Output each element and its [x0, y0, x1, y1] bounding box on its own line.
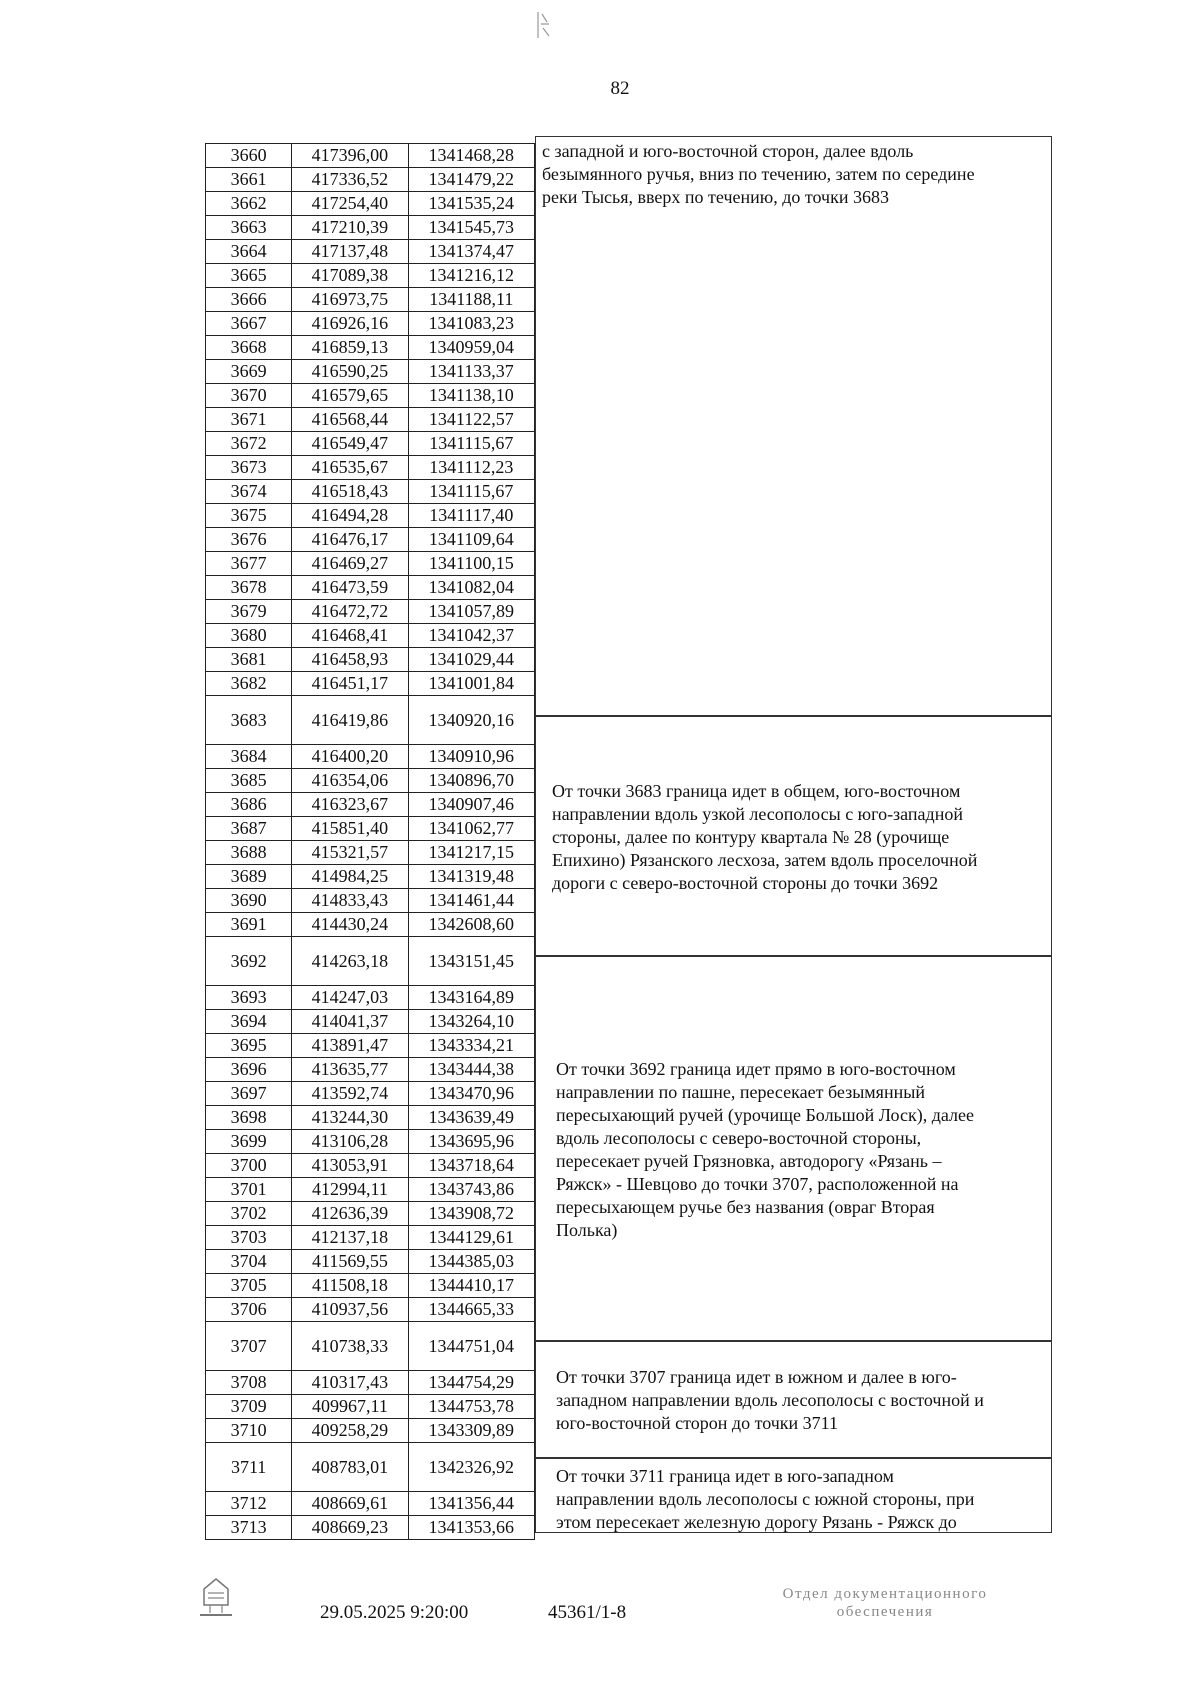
y-coordinate-cell: 1341133,37 — [408, 360, 534, 384]
point-number-cell: 3676 — [206, 528, 292, 552]
x-coordinate-cell: 417336,52 — [292, 168, 408, 192]
x-coordinate-cell: 414833,43 — [292, 889, 408, 913]
y-coordinate-cell: 1341112,23 — [408, 456, 534, 480]
description-box-1 — [535, 136, 1052, 717]
y-coordinate-cell: 1343444,38 — [408, 1058, 534, 1082]
table-row — [206, 528, 535, 552]
x-coordinate-cell: 409967,11 — [292, 1395, 408, 1419]
description-line: юго-восточной сторон до точки 3711 — [556, 1413, 839, 1433]
table-row — [206, 432, 535, 456]
table-row — [206, 240, 535, 264]
table-row — [206, 1298, 535, 1322]
point-number-cell: 3681 — [206, 648, 292, 672]
point-number-cell: 3706 — [206, 1298, 292, 1322]
description-line: стороны, далее по контуру квартала № 28 (урочище — [552, 827, 950, 847]
x-coordinate-cell: 414247,03 — [292, 986, 408, 1010]
description-line: Епихино) Рязанского лесхоза, затем вдоль проселочной — [552, 850, 978, 870]
table-row — [206, 1010, 535, 1034]
point-number-cell: 3713 — [206, 1516, 292, 1540]
point-number-cell: 3690 — [206, 889, 292, 913]
table-row — [206, 1250, 535, 1274]
table-row — [206, 817, 535, 841]
y-coordinate-cell: 1341122,57 — [408, 408, 534, 432]
x-coordinate-cell: 416579,65 — [292, 384, 408, 408]
point-number-cell: 3708 — [206, 1371, 292, 1395]
x-coordinate-cell: 408669,23 — [292, 1516, 408, 1540]
point-number-cell: 3674 — [206, 480, 292, 504]
table-row — [206, 384, 535, 408]
table-row — [206, 600, 535, 624]
coordinates-table — [205, 143, 535, 1540]
point-number-cell: 3671 — [206, 408, 292, 432]
point-number-cell: 3692 — [206, 937, 292, 986]
emblem-icon — [196, 1575, 236, 1620]
y-coordinate-cell: 1344754,29 — [408, 1371, 534, 1395]
x-coordinate-cell: 416472,72 — [292, 600, 408, 624]
point-number-cell: 3682 — [206, 672, 292, 696]
y-coordinate-cell: 1341319,48 — [408, 865, 534, 889]
table-row — [206, 696, 535, 745]
x-coordinate-cell: 410937,56 — [292, 1298, 408, 1322]
x-coordinate-cell: 417396,00 — [292, 144, 408, 168]
y-coordinate-cell: 1342326,92 — [408, 1443, 534, 1492]
point-number-cell: 3677 — [206, 552, 292, 576]
description-line: западном направлении вдоль лесополосы с восточной и — [556, 1390, 984, 1410]
description-line: безымянного ручья, вниз по течению, затем по середине — [542, 164, 975, 184]
point-number-cell: 3672 — [206, 432, 292, 456]
description-text-5 — [556, 1465, 1047, 1534]
point-number-cell: 3668 — [206, 336, 292, 360]
table-row — [206, 360, 535, 384]
y-coordinate-cell: 1341029,44 — [408, 648, 534, 672]
y-coordinate-cell: 1343743,86 — [408, 1178, 534, 1202]
table-row — [206, 1082, 535, 1106]
table-row — [206, 913, 535, 937]
x-coordinate-cell: 416973,75 — [292, 288, 408, 312]
y-coordinate-cell: 1341545,73 — [408, 216, 534, 240]
table-row — [206, 552, 535, 576]
point-number-cell: 3686 — [206, 793, 292, 817]
y-coordinate-cell: 1343470,96 — [408, 1082, 534, 1106]
x-coordinate-cell: 409258,29 — [292, 1419, 408, 1443]
point-number-cell: 3687 — [206, 817, 292, 841]
table-row — [206, 144, 535, 168]
table-row — [206, 648, 535, 672]
table-row — [206, 1178, 535, 1202]
point-number-cell: 3703 — [206, 1226, 292, 1250]
y-coordinate-cell: 1343164,89 — [408, 986, 534, 1010]
y-coordinate-cell: 1341042,37 — [408, 624, 534, 648]
x-coordinate-cell: 416926,16 — [292, 312, 408, 336]
x-coordinate-cell: 414263,18 — [292, 937, 408, 986]
x-coordinate-cell: 415321,57 — [292, 841, 408, 865]
x-coordinate-cell: 416518,43 — [292, 480, 408, 504]
y-coordinate-cell: 1340907,46 — [408, 793, 534, 817]
x-coordinate-cell: 416400,20 — [292, 745, 408, 769]
x-coordinate-cell: 411508,18 — [292, 1274, 408, 1298]
point-number-cell: 3661 — [206, 168, 292, 192]
x-coordinate-cell: 416468,41 — [292, 624, 408, 648]
y-coordinate-cell: 1344751,04 — [408, 1322, 534, 1371]
x-coordinate-cell: 414984,25 — [292, 865, 408, 889]
point-number-cell: 3679 — [206, 600, 292, 624]
table-row — [206, 168, 535, 192]
description-text-1 — [542, 140, 1047, 209]
point-number-cell: 3694 — [206, 1010, 292, 1034]
y-coordinate-cell: 1340959,04 — [408, 336, 534, 360]
table-row — [206, 1058, 535, 1082]
table-row — [206, 1226, 535, 1250]
table-row — [206, 1371, 535, 1395]
y-coordinate-cell: 1344129,61 — [408, 1226, 534, 1250]
description-line: Ряжск» - Шевцово до точки 3707, расположенной на — [556, 1174, 959, 1194]
description-line: Полька) — [556, 1220, 618, 1240]
x-coordinate-cell: 416476,17 — [292, 528, 408, 552]
x-coordinate-cell: 416458,93 — [292, 648, 408, 672]
point-number-cell: 3702 — [206, 1202, 292, 1226]
point-number-cell: 3664 — [206, 240, 292, 264]
table-row — [206, 480, 535, 504]
y-coordinate-cell: 1341138,10 — [408, 384, 534, 408]
y-coordinate-cell: 1341461,44 — [408, 889, 534, 913]
y-coordinate-cell: 1340920,16 — [408, 696, 534, 745]
table-row — [206, 1274, 535, 1298]
y-coordinate-cell: 1343695,96 — [408, 1130, 534, 1154]
x-coordinate-cell: 413592,74 — [292, 1082, 408, 1106]
point-number-cell: 3693 — [206, 986, 292, 1010]
point-number-cell: 3700 — [206, 1154, 292, 1178]
point-number-cell: 3709 — [206, 1395, 292, 1419]
description-text-2 — [552, 780, 1047, 895]
x-coordinate-cell: 416590,25 — [292, 360, 408, 384]
table-row — [206, 937, 535, 986]
point-number-cell: 3704 — [206, 1250, 292, 1274]
point-number-cell: 3680 — [206, 624, 292, 648]
table-row — [206, 576, 535, 600]
x-coordinate-cell: 413244,30 — [292, 1106, 408, 1130]
point-number-cell: 3698 — [206, 1106, 292, 1130]
table-row — [206, 1034, 535, 1058]
footer-stamp — [715, 1585, 1055, 1621]
y-coordinate-cell: 1341535,24 — [408, 192, 534, 216]
x-coordinate-cell: 416859,13 — [292, 336, 408, 360]
y-coordinate-cell: 1343908,72 — [408, 1202, 534, 1226]
x-coordinate-cell: 410317,43 — [292, 1371, 408, 1395]
point-number-cell: 3662 — [206, 192, 292, 216]
x-coordinate-cell: 415851,40 — [292, 817, 408, 841]
x-coordinate-cell: 417254,40 — [292, 192, 408, 216]
table-row — [206, 288, 535, 312]
point-number-cell: 3667 — [206, 312, 292, 336]
y-coordinate-cell: 1341188,11 — [408, 288, 534, 312]
table-row — [206, 1419, 535, 1443]
table-row — [206, 1395, 535, 1419]
table-row — [206, 1322, 535, 1371]
description-line: От точки 3683 граница идет в общем, юго-восточном — [552, 781, 961, 801]
y-coordinate-cell: 1341117,40 — [408, 504, 534, 528]
table-row — [206, 1492, 535, 1516]
description-line: направлении по пашне, пересекает безымянный — [556, 1082, 925, 1102]
x-coordinate-cell: 413891,47 — [292, 1034, 408, 1058]
point-number-cell: 3675 — [206, 504, 292, 528]
footer-date: 29.05.2025 9:20:00 — [320, 1602, 469, 1623]
y-coordinate-cell: 1340896,70 — [408, 769, 534, 793]
table-row — [206, 865, 535, 889]
y-coordinate-cell: 1341083,23 — [408, 312, 534, 336]
x-coordinate-cell: 417137,48 — [292, 240, 408, 264]
x-coordinate-cell: 416494,28 — [292, 504, 408, 528]
point-number-cell: 3697 — [206, 1082, 292, 1106]
table-row — [206, 769, 535, 793]
table-row — [206, 1106, 535, 1130]
point-number-cell: 3689 — [206, 865, 292, 889]
point-number-cell: 3673 — [206, 456, 292, 480]
x-coordinate-cell: 413635,77 — [292, 1058, 408, 1082]
x-coordinate-cell: 417210,39 — [292, 216, 408, 240]
table-row — [206, 1516, 535, 1540]
table-row — [206, 624, 535, 648]
table-row — [206, 1154, 535, 1178]
x-coordinate-cell: 413106,28 — [292, 1130, 408, 1154]
point-number-cell: 3701 — [206, 1178, 292, 1202]
x-coordinate-cell: 416469,27 — [292, 552, 408, 576]
description-line: вдоль лесополосы с северо-восточной стороны, — [556, 1128, 922, 1148]
y-coordinate-cell: 1341479,22 — [408, 168, 534, 192]
description-line: пересыхающем ручье без названия (овраг Вторая — [556, 1197, 935, 1217]
y-coordinate-cell: 1344385,03 — [408, 1250, 534, 1274]
y-coordinate-cell: 1340910,96 — [408, 745, 534, 769]
table-row — [206, 336, 535, 360]
table-row — [206, 456, 535, 480]
y-coordinate-cell: 1341216,12 — [408, 264, 534, 288]
table-row — [206, 1130, 535, 1154]
y-coordinate-cell: 1341062,77 — [408, 817, 534, 841]
table-row — [206, 672, 535, 696]
y-coordinate-cell: 1343151,45 — [408, 937, 534, 986]
point-number-cell: 3678 — [206, 576, 292, 600]
x-coordinate-cell: 416568,44 — [292, 408, 408, 432]
x-coordinate-cell: 416451,17 — [292, 672, 408, 696]
table-row — [206, 1202, 535, 1226]
table-row — [206, 312, 535, 336]
x-coordinate-cell: 417089,38 — [292, 264, 408, 288]
point-number-cell: 3710 — [206, 1419, 292, 1443]
table-row — [206, 889, 535, 913]
y-coordinate-cell: 1341001,84 — [408, 672, 534, 696]
table-row — [206, 216, 535, 240]
scan-mark-icon — [535, 10, 553, 40]
y-coordinate-cell: 1341353,66 — [408, 1516, 534, 1540]
y-coordinate-cell: 1344753,78 — [408, 1395, 534, 1419]
description-line: дороги с северо-восточной стороны до точки 3692 — [552, 873, 939, 893]
y-coordinate-cell: 1343309,89 — [408, 1419, 534, 1443]
point-number-cell: 3684 — [206, 745, 292, 769]
point-number-cell: 3695 — [206, 1034, 292, 1058]
x-coordinate-cell: 408669,61 — [292, 1492, 408, 1516]
y-coordinate-cell: 1343264,10 — [408, 1010, 534, 1034]
x-coordinate-cell: 416535,67 — [292, 456, 408, 480]
y-coordinate-cell: 1341468,28 — [408, 144, 534, 168]
x-coordinate-cell: 414041,37 — [292, 1010, 408, 1034]
point-number-cell: 3712 — [206, 1492, 292, 1516]
x-coordinate-cell: 416323,67 — [292, 793, 408, 817]
description-line: пересекает ручей Грязновка, автодорогу «Рязань – — [556, 1151, 942, 1171]
x-coordinate-cell: 411569,55 — [292, 1250, 408, 1274]
footer-doc-number: 45361/1-8 — [548, 1602, 627, 1623]
table-row — [206, 841, 535, 865]
description-text-4 — [556, 1366, 1047, 1435]
table-row — [206, 264, 535, 288]
x-coordinate-cell: 412636,39 — [292, 1202, 408, 1226]
y-coordinate-cell: 1341115,67 — [408, 432, 534, 456]
table-row — [206, 504, 535, 528]
stamp-line-1: Отдел документационного — [782, 1586, 988, 1602]
point-number-cell: 3685 — [206, 769, 292, 793]
x-coordinate-cell: 408783,01 — [292, 1443, 408, 1492]
x-coordinate-cell: 413053,91 — [292, 1154, 408, 1178]
y-coordinate-cell: 1343639,49 — [408, 1106, 534, 1130]
description-line: От точки 3711 граница идет в юго-западном — [556, 1466, 894, 1486]
y-coordinate-cell: 1341082,04 — [408, 576, 534, 600]
table-row — [206, 408, 535, 432]
y-coordinate-cell: 1344410,17 — [408, 1274, 534, 1298]
description-line: с западной и юго-восточной сторон, далее вдоль — [542, 141, 914, 161]
table-row — [206, 1443, 535, 1492]
point-number-cell: 3699 — [206, 1130, 292, 1154]
description-line: пересыхающий ручей (урочище Большой Лоск), далее — [556, 1105, 974, 1125]
point-number-cell: 3665 — [206, 264, 292, 288]
description-line: этом пересекает железную дорогу Рязань - Ряжск до — [556, 1512, 957, 1532]
y-coordinate-cell: 1341217,15 — [408, 841, 534, 865]
point-number-cell: 3669 — [206, 360, 292, 384]
point-number-cell: 3691 — [206, 913, 292, 937]
point-number-cell: 3660 — [206, 144, 292, 168]
description-line: направлении вдоль узкой лесополосы с юго-западной — [552, 804, 963, 824]
point-number-cell: 3670 — [206, 384, 292, 408]
x-coordinate-cell: 412137,18 — [292, 1226, 408, 1250]
y-coordinate-cell: 1343334,21 — [408, 1034, 534, 1058]
x-coordinate-cell: 410738,33 — [292, 1322, 408, 1371]
y-coordinate-cell: 1342608,60 — [408, 913, 534, 937]
description-line: реки Тысья, вверх по течению, до точки 3683 — [542, 187, 889, 207]
point-number-cell: 3705 — [206, 1274, 292, 1298]
stamp-line-2: обеспечения — [836, 1604, 934, 1620]
y-coordinate-cell: 1341115,67 — [408, 480, 534, 504]
x-coordinate-cell: 416419,86 — [292, 696, 408, 745]
table-row — [206, 986, 535, 1010]
y-coordinate-cell: 1344665,33 — [408, 1298, 534, 1322]
x-coordinate-cell: 416354,06 — [292, 769, 408, 793]
x-coordinate-cell: 412994,11 — [292, 1178, 408, 1202]
table-row — [206, 745, 535, 769]
point-number-cell: 3707 — [206, 1322, 292, 1371]
x-coordinate-cell: 416473,59 — [292, 576, 408, 600]
y-coordinate-cell: 1341057,89 — [408, 600, 534, 624]
y-coordinate-cell: 1341374,47 — [408, 240, 534, 264]
table-row — [206, 192, 535, 216]
page-number: 82 — [610, 78, 630, 99]
description-line: От точки 3707 граница идет в южном и далее в юго- — [556, 1367, 957, 1387]
point-number-cell: 3696 — [206, 1058, 292, 1082]
point-number-cell: 3683 — [206, 696, 292, 745]
description-line: направлении вдоль лесополосы с южной стороны, при — [556, 1489, 975, 1509]
description-line: От точки 3692 граница идет прямо в юго-восточном — [556, 1059, 956, 1079]
table-row — [206, 793, 535, 817]
y-coordinate-cell: 1343718,64 — [408, 1154, 534, 1178]
x-coordinate-cell: 414430,24 — [292, 913, 408, 937]
y-coordinate-cell: 1341109,64 — [408, 528, 534, 552]
y-coordinate-cell: 1341356,44 — [408, 1492, 534, 1516]
y-coordinate-cell: 1341100,15 — [408, 552, 534, 576]
point-number-cell: 3666 — [206, 288, 292, 312]
point-number-cell: 3711 — [206, 1443, 292, 1492]
x-coordinate-cell: 416549,47 — [292, 432, 408, 456]
description-text-3 — [556, 1058, 1047, 1242]
point-number-cell: 3688 — [206, 841, 292, 865]
point-number-cell: 3663 — [206, 216, 292, 240]
